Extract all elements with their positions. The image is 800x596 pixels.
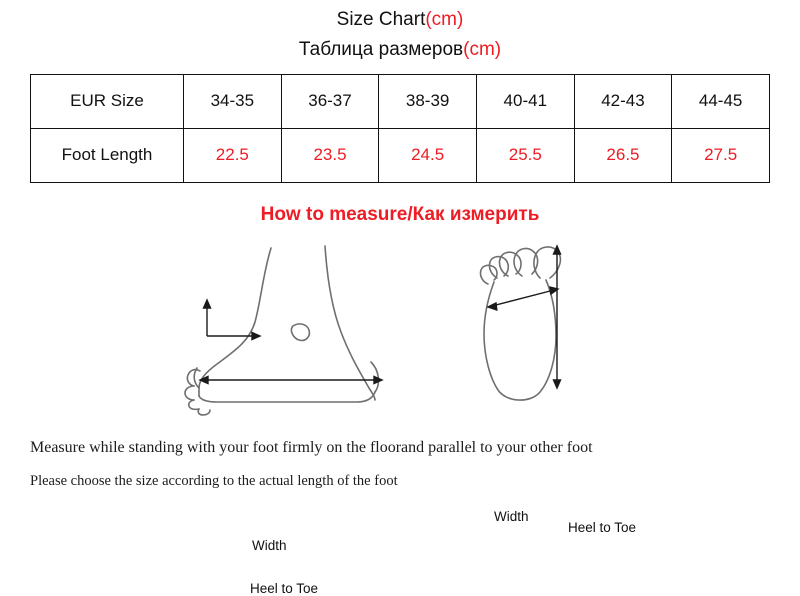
- table-row: [31, 128, 770, 182]
- side-view-width-label: Width: [252, 537, 287, 553]
- table-cell: 40-41: [476, 74, 574, 128]
- table-cell: 26.5: [574, 128, 672, 182]
- row-label: Foot Length: [31, 128, 184, 182]
- page-subtitle-text: Таблица размеров: [298, 38, 464, 60]
- table-cell: 24.5: [379, 128, 477, 182]
- table-cell: 44-45: [672, 74, 770, 128]
- table-cell: 36-37: [281, 74, 379, 128]
- top-view-width-arrow: [484, 284, 584, 314]
- page-title-text: Size Chart: [336, 9, 426, 30]
- footer-note-2: Please choose the size according to the actual length of the foot: [30, 473, 398, 489]
- table-cell: 22.5: [184, 128, 282, 182]
- page-title-unit: (cm): [425, 9, 464, 30]
- table-cell: 38-39: [379, 74, 477, 128]
- page-subtitle-unit: (cm): [463, 38, 502, 60]
- page-title: [0, 0, 800, 31]
- page-subtitle: [0, 31, 800, 61]
- footer-note-1: Measure while standing with your foot firmly on the floorand parallel to your other foot: [30, 439, 593, 456]
- table-cell: 23.5: [281, 128, 379, 182]
- table-cell: 27.5: [672, 128, 770, 182]
- table-cell: 25.5: [476, 128, 574, 182]
- row-label: EUR Size: [31, 74, 184, 128]
- table-row: [31, 74, 770, 128]
- side-view-length-arrow: [196, 368, 396, 392]
- footer-notes: [0, 439, 800, 490]
- top-view-length-arrow: [545, 242, 569, 392]
- top-view-width-label: Width: [494, 508, 529, 524]
- table-cell: 34-35: [184, 74, 282, 128]
- table-cell: 42-43: [574, 74, 672, 128]
- how-to-measure-heading: How to measure/Как измерить: [260, 203, 540, 225]
- side-view-width-arrow: [196, 290, 306, 346]
- size-table: [30, 74, 770, 183]
- top-view-length-label: Heel to Toe: [568, 519, 637, 535]
- side-view-length-label: Heel to Toe: [246, 581, 322, 596]
- foot-top-view-illustration: [460, 238, 590, 418]
